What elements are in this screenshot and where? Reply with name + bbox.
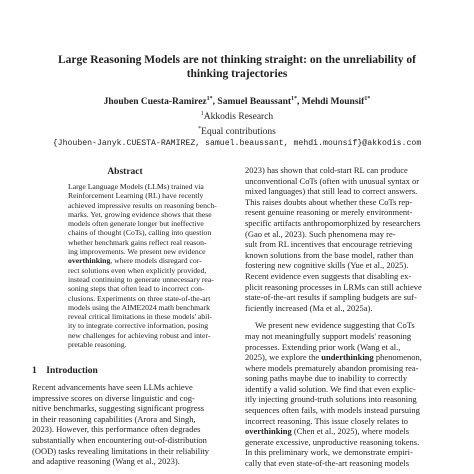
right-line-suffix: phenomenon, — [373, 352, 422, 363]
right-line: state-of-the-art results if sampling budgets are suf- — [245, 292, 417, 303]
right-line: In this preliminary work, we demonstrate empiri- — [245, 447, 413, 458]
intro-line: nitive benchmarks, suggesting significant progress — [32, 403, 205, 414]
author-3-marks: 1* — [364, 96, 371, 102]
abstract-line: models often generate longer but ineffective — [68, 219, 204, 229]
intro-line: Recent advancements have seen LLMs achieve — [32, 382, 193, 392]
affiliation — [40, 108, 434, 123]
right-line: itly injecting ground-truth solutions into reasoning — [245, 394, 417, 405]
abstract-line: soning steps that often lead to incorrect con- — [68, 284, 205, 294]
intro-line: and adaptive reasoning (Wang et al., 2023). — [32, 456, 180, 467]
abstract-body — [68, 182, 240, 349]
abstract-line: models using the AIME2024 math benchmark — [68, 302, 210, 312]
abstract-line: clusions. Experiments on three state-of-the-art — [68, 293, 211, 303]
right-line: 2023) has shown that cold-start RL can produce — [245, 165, 408, 175]
title-line-2: thinking trajectories — [186, 68, 288, 80]
abstract-line: ing improvements. We present new evidence — [68, 247, 206, 257]
right-line-overthinking — [245, 426, 450, 437]
abstract-line: achieved impressive results on reasoning bench- — [68, 200, 217, 210]
author-3: Mehdi Mounsif — [301, 97, 365, 108]
abstract-line: Large Language Models (LLMs) trained via — [68, 182, 204, 191]
equal-mark: * — [198, 126, 202, 133]
right-line: mixed languages) that still lead to correct answers. — [245, 186, 418, 197]
right-line: where models prematurely abandon promising rea- — [245, 362, 419, 373]
right-line: plicit reasoning processes in LRMs can still achieve — [245, 281, 422, 292]
right-line: incorrect reasoning. This issue closely relates to — [245, 415, 408, 426]
right-line: sult from RL incentives that encourage retrieving — [245, 239, 413, 250]
right-line: may not meaningfully support models' reasoning — [245, 330, 412, 341]
right-line: unconventional CoTs (often with unusual syntax or — [245, 175, 420, 186]
abstract-line: pretable reasoning. — [68, 340, 127, 350]
abstract-heading: Abstract — [107, 167, 143, 177]
intro-line: 2023). However, this performance often degrades — [32, 424, 201, 435]
abstract-line: whether benchmark gains reflect real reason- — [68, 237, 207, 247]
right-line: sequences often fails, with models instead pursuing — [245, 405, 420, 416]
author-block — [40, 93, 434, 150]
right-line: specific artifacts anthropomorphized by researchers — [245, 217, 421, 228]
right-line: ficiently increased (Ma et al., 2025a). — [245, 302, 373, 313]
right-line: (Gao et al., 2023). Such phenomena may re- — [245, 228, 396, 239]
right-line: resent genuine reasoning or merely environment- — [245, 207, 413, 218]
right-line: This raises doubts about whether these CoTs rep- — [245, 196, 413, 207]
abstract-line: ity to integrate corrective information, posing — [68, 321, 209, 331]
right-line-suffix: (Chen et al., 2025), where models — [291, 426, 410, 437]
abstract-line: chains of thought (CoTs), calling into question — [68, 228, 212, 238]
equal-contribution-text: Equal contributions — [201, 127, 276, 138]
right-line: Recent evidence even suggests that disabling ex- — [245, 270, 412, 281]
right-line: known solutions from the base model, rather than — [245, 249, 414, 260]
intro-line: in their reasoning capabilities (Arora and Singh, — [32, 413, 196, 424]
right-line: cally that even state-of-the-art reasoning models — [245, 458, 410, 469]
abstract-line-overthinking — [68, 256, 240, 265]
right-line: soning paths maybe due to inability to correctly — [245, 373, 408, 384]
author-1: Jhouben Cuesta-Ramirez — [103, 97, 207, 108]
overthinking-term: overthinking — [68, 256, 111, 266]
abstract-line: marks. Yet, growing evidence shows that these — [68, 209, 212, 219]
intro-line: impressive scores on diverse linguistic and cog- — [32, 392, 195, 403]
affiliation-text: Akkodis Research — [203, 112, 274, 123]
introduction-heading: 1 Introduction — [32, 366, 98, 376]
right-line: We present new evidence suggesting that CoTs — [255, 320, 415, 331]
author-names: Jhouben Cuesta-Ramirez$^{1*}$, Samuel Beaussant$^{1*}$, Mehdi Mounsif$^{1*}$ — [103, 96, 371, 108]
author-1-marks: 1* — [206, 96, 213, 102]
right-line: fostering new cognitive skills (Yue et al., 2025). — [245, 260, 409, 271]
abstract-line: new challenges for achieving robust and inter- — [68, 330, 211, 340]
underthinking-term: underthinking — [321, 352, 374, 363]
affiliation-mark: 1 — [200, 111, 204, 118]
abstract-line: reveal critical limitations in these models' abil- — [68, 312, 212, 322]
overthinking-term-right: overthinking — [245, 426, 292, 437]
right-line: identify a valid solution. We find that even explic- — [245, 383, 416, 394]
right-line: generate excessive, unproductive reasoning tokens. — [245, 436, 420, 447]
right-line: processes. Extending prior work (Wang et al., — [245, 341, 401, 352]
right-line-prefix: 2025), we explore the — [245, 352, 322, 363]
author-emails: {Jhouben-Janyk.CUESTA-RAMIREZ, samuel.beaussant, mehdi.mounsif}@akkodis.com — [52, 139, 422, 149]
abstract-line: instead continuing to generate unnecessary rea- — [68, 274, 214, 284]
paper-title — [40, 53, 434, 81]
intro-line: (OOD) tasks revealing limitations in their reliability — [32, 445, 210, 456]
introduction-body — [32, 382, 242, 467]
title-line-1: Large Reasoning Models are not thinking straight: on the unreliability of — [57, 54, 416, 66]
right-line-underthinking — [245, 352, 450, 363]
author-2-marks: 1* — [291, 96, 298, 102]
paragraph-gap — [245, 313, 450, 320]
abstract-line: rect solutions even when explicitly provided, — [68, 265, 207, 275]
abstract-line-rest: , where models disregard cor- — [110, 256, 202, 266]
intro-line: substantially when encountering out-of-distribution — [32, 434, 207, 445]
abstract-line: Reinforcement Learning (RL) have recently — [68, 191, 204, 201]
equal-contribution — [40, 123, 434, 138]
author-2: Samuel Beaussant — [217, 97, 292, 108]
right-column-text — [245, 165, 450, 469]
